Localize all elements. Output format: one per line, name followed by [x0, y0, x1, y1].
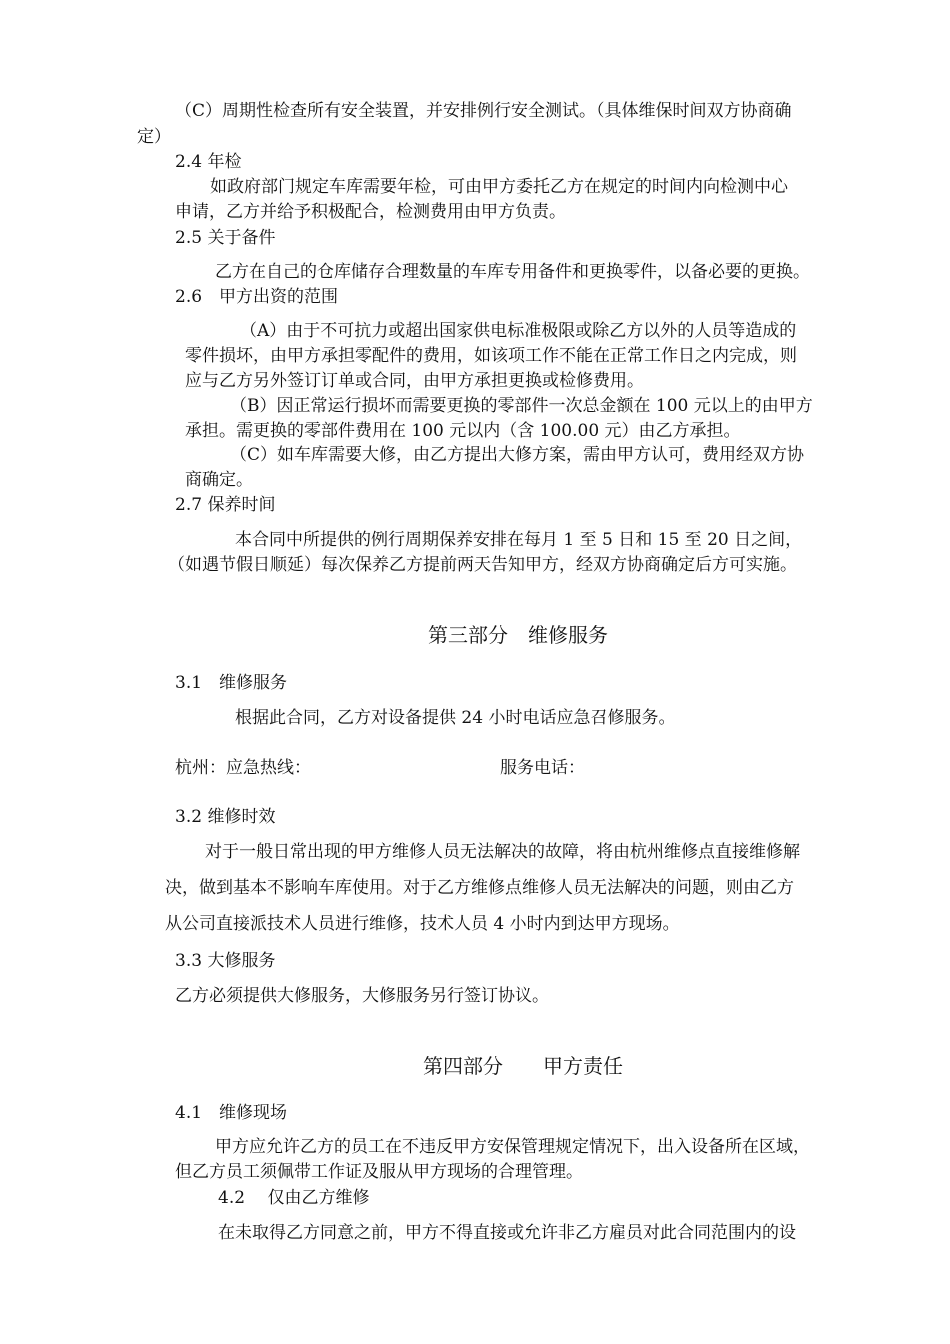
para-2-5: 乙方在自己的仓库储存合理数量的车库专用备件和更换零件，以备必要的更换。 [215, 262, 810, 282]
heading-3-1: 3.1 维修服务 [175, 673, 288, 693]
heading-4-1: 4.1 维修现场 [175, 1103, 288, 1123]
clause-a-line-1: （A）由于不可抗力或超出国家供电标准极限或除乙方以外的人员等造成的 [240, 321, 797, 341]
clause-c-line-2: 定） [137, 127, 171, 147]
para-3-2-line-1: 对于一般日常出现的甲方维修人员无法解决的故障，将由杭州维修点直接维修解 [205, 842, 800, 862]
section-4-title: 第四部分 甲方责任 [423, 1054, 623, 1078]
para-3-1: 根据此合同，乙方对设备提供 24 小时电话应急召修服务。 [235, 708, 676, 728]
para-4-1-line-2: 但乙方员工须佩带工作证及服从甲方现场的合理管理。 [175, 1162, 583, 1182]
clause-c2-line-2: 商确定。 [185, 470, 253, 490]
heading-2-6: 2.6 甲方出资的范围 [175, 287, 339, 307]
para-2-7-line-2: （如遇节假日顺延）每次保养乙方提前两天告知甲方，经双方协商确定后方可实施。 [168, 555, 797, 575]
para-3-2-line-3: 从公司直接派技术人员进行维修，技术人员 4 小时内到达甲方现场。 [165, 914, 680, 934]
clause-c2-line-1: （C）如车库需要大修，由乙方提出大修方案，需由甲方认可，费用经双方协 [230, 445, 805, 465]
hotline-label: 杭州：应急热线： [175, 758, 311, 778]
clause-b-line-1: （B）因正常运行损坏而需要更换的零部件一次总金额在 100 元以上的由甲方 [230, 396, 813, 416]
clause-a-line-3: 应与乙方另外签订订单或合同，由甲方承担更换或检修费用。 [185, 371, 644, 391]
heading-2-7: 2.7 保养时间 [175, 495, 276, 515]
clause-c-line-1: （C）周期性检查所有安全装置，并安排例行安全测试。（具体维保时间双方协商确 [175, 101, 792, 121]
para-3-3: 乙方必须提供大修服务，大修服务另行签订协议。 [175, 986, 549, 1006]
para-4-1-line-1: 甲方应允许乙方的员工在不违反甲方安保管理规定情况下，出入设备所在区域， [215, 1137, 810, 1157]
section-3-title: 第三部分 维修服务 [428, 623, 608, 647]
heading-3-2: 3.2 维修时效 [175, 807, 276, 827]
heading-3-3: 3.3 大修服务 [175, 951, 276, 971]
heading-2-5: 2.5 关于备件 [175, 228, 276, 248]
clause-a-line-2: 零件损坏，由甲方承担零配件的费用，如该项工作不能在正常工作日之内完成，则 [185, 346, 797, 366]
service-phone-label: 服务电话： [500, 758, 585, 778]
heading-4-2: 4.2 仅由乙方维修 [218, 1188, 370, 1208]
para-3-2-line-2: 决，做到基本不影响车库使用。对于乙方维修点维修人员无法解决的问题，则由乙方 [165, 878, 794, 898]
para-2-4-line-1: 如政府部门规定车库需要年检，可由甲方委托乙方在规定的时间内向检测中心 [210, 177, 788, 197]
para-4-2-line-1: 在未取得乙方同意之前，甲方不得直接或允许非乙方雇员对此合同范围内的设 [218, 1223, 796, 1243]
clause-b-line-2: 承担。需更换的零部件费用在 100 元以内（含 100.00 元）由乙方承担。 [185, 421, 741, 441]
para-2-7-line-1: 本合同中所提供的例行周期保养安排在每月 1 至 5 日和 15 至 20 日之间， [235, 530, 803, 550]
para-2-4-line-2: 申请，乙方并给予积极配合，检测费用由甲方负责。 [175, 202, 566, 222]
heading-2-4: 2.4 年检 [175, 152, 242, 172]
